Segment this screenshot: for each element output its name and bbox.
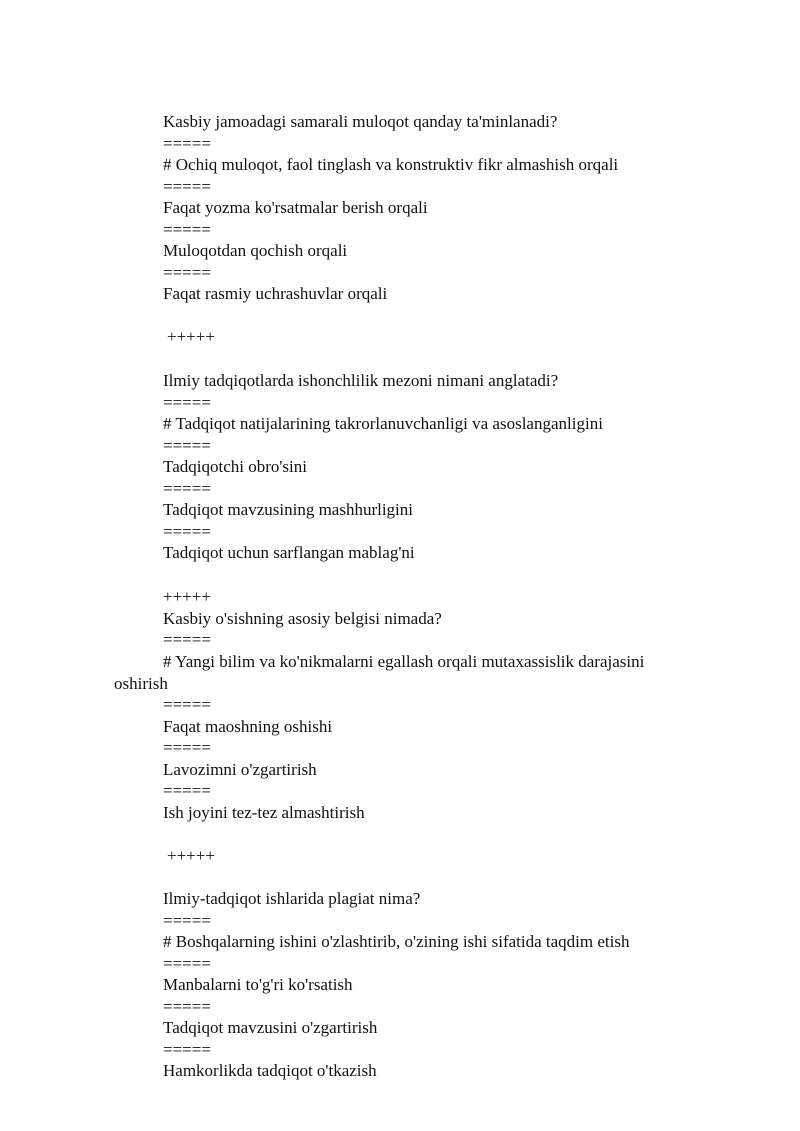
answer-separator: ===== [163,436,211,455]
question-4-answer-2: Manbalarni to'g'ri ko'rsatish [163,975,353,994]
question-3-answer-3: Lavozimni o'zgartirish [163,760,317,779]
answer-separator: ===== [163,781,211,800]
question-2: Ilmiy tadqiqotlarda ishonchlilik mezoni nimani anglatadi? [163,371,559,390]
answer-separator: ===== [163,177,211,196]
answer-separator: ===== [163,263,211,282]
question-1: Kasbiy jamoadagi samarali muloqot qanday ta'minlanadi? [163,112,558,131]
question-1-answer-3: Muloqotdan qochish orqali [163,241,348,260]
question-3: Kasbiy o'sishning asosiy belgisi nimada? [163,609,442,628]
question-3-answer-1-continuation: oshirish [114,674,168,693]
answer-separator: ===== [163,695,211,714]
answer-separator: ===== [163,954,211,973]
question-2-answer-1: # Tadqiqot natijalarining takrorlanuvchanligi va asoslanganligini [163,414,603,433]
question-2-answer-3: Tadqiqot mavzusining mashhurligini [163,500,414,519]
answer-separator: ===== [163,1040,211,1059]
answer-separator: ===== [163,911,211,930]
question-3-answer-1: # Yangi bilim va ko'nikmalarni egallash orqali mutaxassislik darajasini [163,652,645,671]
answer-separator: ===== [163,738,211,757]
answer-separator: ===== [163,479,211,498]
block-separator: +++++ [163,587,211,606]
question-4-answer-4: Hamkorlikda tadqiqot o'tkazish [163,1061,377,1080]
answer-separator: ===== [163,997,211,1016]
answer-separator: ===== [163,630,211,649]
question-3-answer-4: Ish joyini tez-tez almashtirish [163,803,365,822]
question-1-answer-1: # Ochiq muloqot, faol tinglash va konstruktiv fikr almashish orqali [163,155,619,174]
block-separator: +++++ [167,846,215,865]
answer-separator: ===== [163,522,211,541]
answer-separator: ===== [163,134,211,153]
question-2-answer-2: Tadqiqotchi obro'sini [163,457,307,476]
question-1-answer-4: Faqat rasmiy uchrashuvlar orqali [163,284,388,303]
question-4: Ilmiy-tadqiqot ishlarida plagiat nima? [163,889,421,908]
question-4-answer-1: # Boshqalarning ishini o'zlashtirib, o'zining ishi sifatida taqdim etish [163,932,630,951]
question-4-answer-3: Tadqiqot mavzusini o'zgartirish [163,1018,378,1037]
question-2-answer-4: Tadqiqot uchun sarflangan mablag'ni [163,543,415,562]
question-1-answer-2: Faqat yozma ko'rsatmalar berish orqali [163,198,428,217]
answer-separator: ===== [163,393,211,412]
block-separator: +++++ [167,327,215,346]
answer-separator: ===== [163,220,211,239]
question-3-answer-2: Faqat maoshning oshishi [163,717,333,736]
